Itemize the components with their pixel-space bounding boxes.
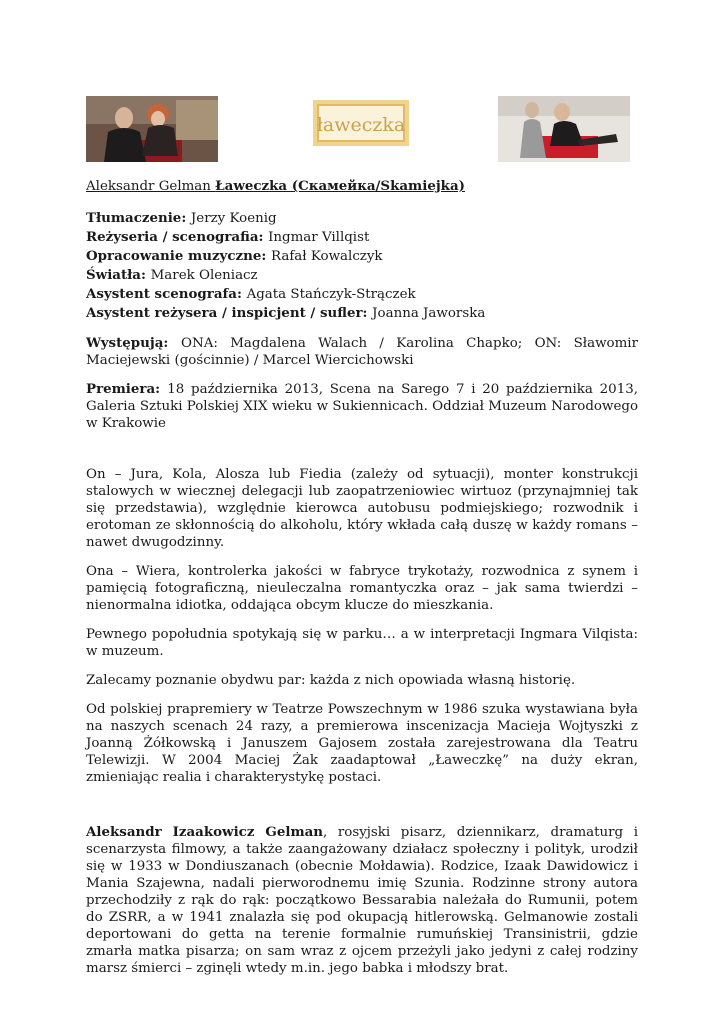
cast-value: ONA: Magdalena Walach / Karolina Chapko; ON: Sławomir Maciejewski (gościnnie) / Marcel Wiercichowski: [86, 336, 638, 368]
bio-text: , rosyjski pisarz, dziennikarz, dramaturg i scenarzysta filmowy, a także zaangażowany działacz społeczny i polityk, urodził się w 1933 w Dondiuszanach (obecnie Mołdawia). Rodzice, Izaak Dawidowicz i Mania Szajewna, nadali pierworodnemu imię Szunia. Rodzinne strony autora przechodziły z rąk do rąk: początkowo Bessarabia należała do Rumunii, potem do ZSRR, a w 1941 znalazła się pod okupacją hitlerowską. Gelmanowie zostali deportowani do getta na terenie formalnie rumuńskiej Transinistrii, gdzie zmarła matka pisarza; on sam wraz z ojcem przeżyli jako jedyni z całej rodziny marsz śmierci – zginęli wtedy m.in. jego babka i młodszy brat.: [86, 825, 638, 976]
credits-list: [86, 209, 638, 323]
cast-paragraph: [86, 335, 638, 369]
paragraph-history: Od polskiej prapremiery w Teatrze Powszechnym w 1986 szuka wystawiana była na naszych scenach 24 razy, a premierowa inscenizacja Macieja Wojtyszki z Joanną Żółkowską i Januszem Gajosem została zarejestrowana dla Teatru Telewizji. W 2004 Maciej Żak zaadaptował „Ławeczkę” na duży ekran, zmieniając realia i charakterystykę postaci.: [86, 702, 638, 785]
credit-value: Marek Oleniacz: [150, 268, 258, 283]
credit-value: Jerzy Koenig: [190, 211, 277, 226]
credit-label: Reżyseria / scenografia:: [86, 229, 269, 245]
header-images: [86, 96, 638, 164]
credit-line: [86, 247, 638, 266]
credit-line: [86, 228, 638, 247]
bio-name: Aleksandr Izaakowicz Gelman: [86, 824, 324, 840]
paragraph-meeting: Pewnego popołudnia spotykają się w parku… a w interpretacji Ingmara Vilqista: w muzeum.: [86, 627, 638, 659]
premiere-label: Premiera:: [86, 381, 168, 397]
photo-right: [498, 96, 630, 162]
credit-label: Tłumaczenie:: [86, 210, 191, 226]
credit-label: Opracowanie muzyczne:: [86, 248, 271, 264]
premiere-paragraph: [86, 381, 638, 432]
photo-left: [86, 96, 218, 162]
cast-label: Występują:: [86, 335, 182, 351]
title-author: Aleksandr Gelman: [86, 179, 216, 194]
credit-value: Rafał Kowalczyk: [270, 249, 383, 264]
credit-label: Asystent reżysera / inspicjent / sufler:: [86, 305, 373, 321]
paragraph-ona: Ona – Wiera, kontrolerka jakości w fabryce trykotaży, rozwodnica z synem i pamięcią fotograficzną, nieuleczalna romantyczka oraz – jak sama twierdzi – nienormalna idiotka, oddająca obcym klucze do mieszkania.: [86, 564, 638, 613]
title-play: Ławeczka (Скамейка/Skamiejka): [215, 178, 465, 194]
paragraph-recommendation: Zalecamy poznanie obydwu par: każda z nich opowiada własną historię.: [86, 673, 576, 688]
credit-value: Joanna Jaworska: [372, 306, 486, 321]
bio-paragraph: [86, 824, 638, 977]
credit-value: Ingmar Villqist: [268, 230, 370, 245]
credit-line: [86, 209, 638, 228]
document-title: [86, 178, 638, 195]
credit-label: Światła:: [86, 267, 151, 283]
credit-value: Agata Stańczyk-Strączek: [246, 287, 416, 302]
premiere-value: 18 października 2013, Scena na Sarego 7 i 20 października 2013, Galeria Sztuki Polskiej XIX wieku w Sukiennicach. Oddział Muzeum Narodowego w Krakowie: [86, 382, 638, 431]
paragraph-on: On – Jura, Kola, Alosza lub Fiedia (zależy od sytuacji), monter konstrukcji stalowych w wiecznej delegacji lub zaopatrzeniowiec wirtuoz (przynajmniej tak się przedstawia), względnie kierowca autobusu podmiejskiego; rozwodnik i erotoman ze skłonnością do alkoholu, który wkłada całą duszę w każdy romans – nawet dwugodzinny.: [86, 467, 638, 550]
credit-line: [86, 304, 638, 323]
svg-text:ławeczka: ławeczka: [316, 114, 406, 136]
laweczka-logo: [313, 100, 409, 146]
credit-line: [86, 285, 638, 304]
document-page: [86, 96, 638, 977]
credit-line: [86, 266, 638, 285]
credit-label: Asystent scenografa:: [86, 286, 247, 302]
